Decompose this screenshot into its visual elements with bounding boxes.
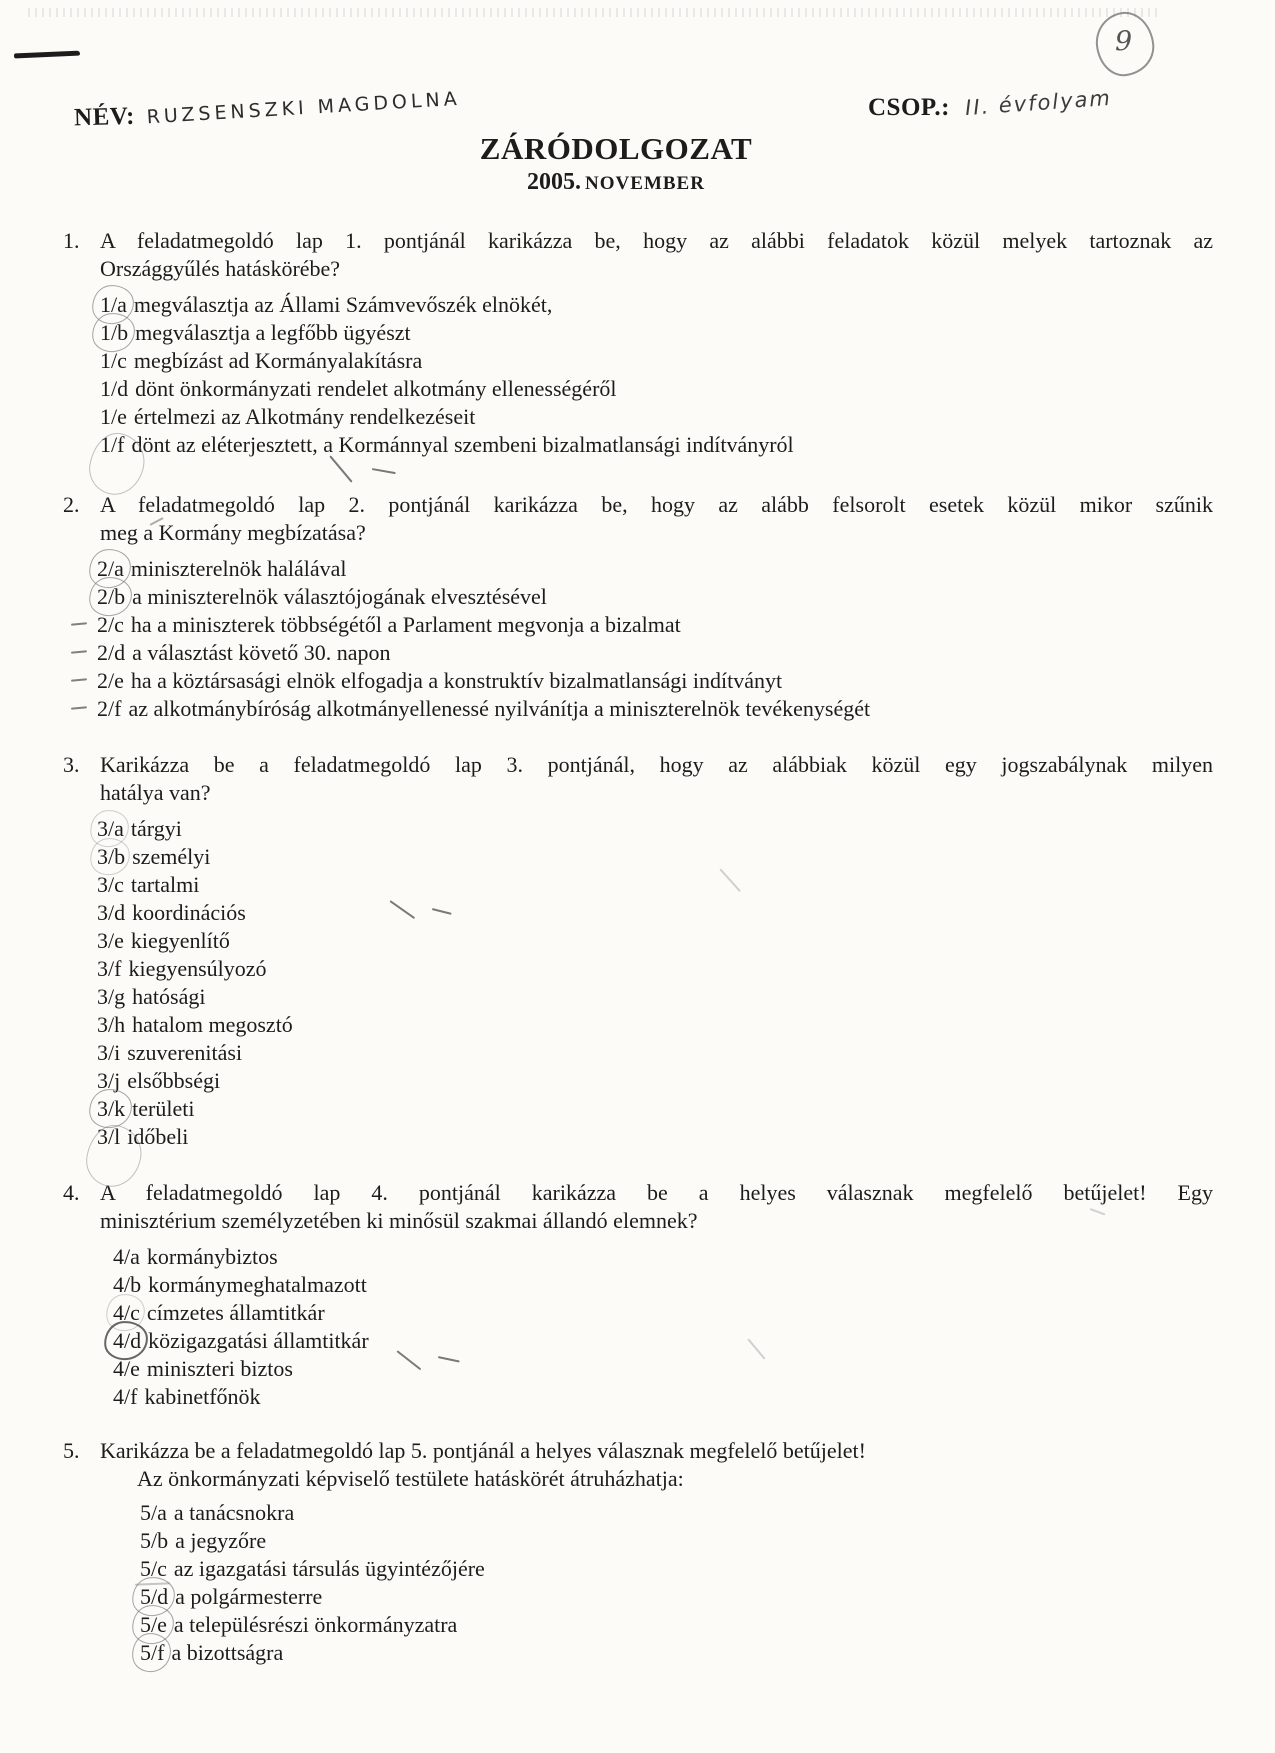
option-5e-text: a településrészi önkormányzatra [173,1612,458,1637]
question-1-options [100,291,1215,459]
option-5d-text: a polgármesterre [175,1584,323,1609]
question-5-number: 5. [63,1438,80,1463]
question-2-options [97,555,1215,723]
option-3d-label: 3/d [97,900,126,925]
option-1a-text: megválasztja az Állami Számvevőszék elnökét, [133,292,553,317]
option-3j-label: 3/j [97,1068,121,1093]
option-4d-label: 4/d [113,1328,142,1353]
option-3i-label: 3/i [97,1040,121,1065]
option-4a [113,1243,1215,1271]
option-1f-text: dönt az eléterjesztett, a Kormánnyal szembeni bizalmatlansági indítványról [131,432,794,457]
option-1a [100,291,1215,319]
group-label: CSOP.: [868,94,950,121]
option-4b-label: 4/b [113,1272,142,1297]
option-2c-label: 2/c [97,612,124,637]
question-2-number: 2. [63,492,80,517]
option-2e-label: 2/e [97,668,124,693]
option-4e [113,1355,1215,1383]
option-3c [97,871,1215,899]
question-4-options [113,1243,1215,1411]
questions-list [63,227,1215,1667]
option-4f-label: 4/f [113,1384,138,1409]
option-4e-label: 4/e [113,1356,140,1381]
option-3b-text: személyi [132,844,211,869]
question-3-line-1: Karikázza be a feladatmegoldó lap 3. pontjánál, hogy az alábbiak közül egy jogszabálynak milyen [100,752,1213,777]
document-date-month: NOVEMBER [585,173,705,194]
group-field [868,85,1113,122]
option-3i-text: szuverenitási [127,1040,243,1065]
question-3-text [100,751,1213,807]
option-5f [140,1639,1215,1667]
option-3l-text: időbeli [127,1124,189,1149]
option-4f-text: kabinetfőnök [144,1384,261,1409]
question-3-number: 3. [63,752,80,777]
option-3h-text: hatalom megosztó [132,1012,293,1037]
question-1-line-1: A feladatmegoldó lap 1. pontjánál karikázza be, hogy az alábbi feladatok közül melyek tartoznak az [100,228,1213,253]
document-date [0,169,1232,196]
question-1 [63,227,1215,459]
title-block [0,131,1232,196]
option-3f-text: kiegyensúlyozó [128,956,267,981]
name-field [73,87,462,133]
option-3d-text: koordinációs [132,900,246,925]
question-5 [63,1437,1215,1667]
option-2a-label: 2/a [97,556,124,581]
option-5c-label: 5/c [140,1556,167,1581]
option-3h-label: 3/h [97,1012,126,1037]
option-3c-label: 3/c [97,872,124,897]
question-4-line-1: A feladatmegoldó lap 4. pontjánál karikázza be a helyes válasznak megfelelő betűjelet! Egy [100,1180,1213,1205]
option-5a-text: a tanácsnokra [173,1500,295,1525]
pen-dash-mark [14,51,80,59]
option-2d-label: 2/d [97,640,126,665]
option-4c-text: címzetes államtitkár [146,1300,325,1325]
question-2-line-2: meg a Kormány megbízatása? [100,520,366,545]
option-3d [97,899,1215,927]
question-2 [63,491,1215,723]
option-4d-text: közigazgatási államtitkár [148,1328,369,1353]
option-3l-label: 3/l [97,1124,121,1149]
option-5a [140,1499,1215,1527]
option-3e-label: 3/e [97,928,124,953]
option-2d [97,639,1215,667]
option-5b-label: 5/b [140,1528,169,1553]
option-4b [113,1271,1215,1299]
page-number: 9 [1115,25,1133,57]
option-2a-text: miniszterelnök halálával [130,556,347,581]
option-1e-text: értelmezi az Alkotmány rendelkezéseit [133,404,476,429]
option-2b [97,583,1215,611]
option-2f [97,695,1215,723]
document-title: ZÁRÓDOLGOZAT [479,131,753,166]
option-3g-label: 3/g [97,984,126,1009]
option-1e [100,403,1215,431]
option-2f-text: az alkotmánybíróság alkotmányellenessé nyilvánítja a miniszterelnök tevékenységét [128,696,871,721]
option-1c-label: 1/c [100,348,127,373]
document-date-year: 2005. [527,169,582,195]
option-1b-label: 1/b [100,320,129,345]
page-number-badge [1093,9,1157,79]
option-1f [100,431,1215,459]
option-2e-text: ha a köztársasági elnök elfogadja a konstruktív bizalmatlansági indítványt [130,668,783,693]
option-5a-label: 5/a [140,1500,167,1525]
option-1b-text: megválasztja a legfőbb ügyészt [135,320,411,345]
question-3-line-2: hatálya van? [100,780,211,805]
option-5d [140,1583,1215,1611]
option-3b-label: 3/b [97,844,126,869]
name-handwritten: RUZSENSZKI MAGDOLNA [145,87,462,129]
option-4f [113,1383,1215,1411]
option-3e [97,927,1215,955]
option-3e-text: kiegyenlítő [130,928,230,953]
option-3g [97,983,1215,1011]
option-1c [100,347,1215,375]
option-1e-label: 1/e [100,404,127,429]
option-3k-text: területi [132,1096,195,1121]
question-4-text [100,1179,1213,1235]
option-5b-text: a jegyzőre [175,1528,267,1553]
question-5-options [140,1499,1215,1667]
name-label: NÉV: [73,102,136,132]
question-1-line-2: Országgyűlés hatáskörébe? [100,256,341,281]
option-5e [140,1611,1215,1639]
option-3k [97,1095,1215,1123]
option-1d-text: dönt önkormányzati rendelet alkotmány ellenességéről [135,376,617,401]
option-3f-label: 3/f [97,956,122,981]
group-handwritten: II. évfolyam [964,85,1113,120]
option-2d-text: a választást követő 30. napon [132,640,391,665]
option-3c-text: tartalmi [130,872,200,897]
option-1c-text: megbízást ad Kormányalakításra [133,348,423,373]
option-2c-text: ha a miniszterek többségétől a Parlament megvonja a bizalmat [130,612,681,637]
question-4-line-2: minisztérium személyzetében ki minősül szakmai állandó elemnek? [100,1208,698,1233]
option-5e-label: 5/e [140,1612,167,1637]
option-3g-text: hatósági [132,984,206,1009]
option-3j [97,1067,1215,1095]
option-3i [97,1039,1215,1067]
option-5f-text: a bizottságra [171,1640,284,1665]
question-5-line-1: Karikázza be a feladatmegoldó lap 5. pontjánál a helyes válasznak megfelelő betűjelet! [100,1438,866,1463]
option-2f-label: 2/f [97,696,122,721]
option-5c-text: az igazgatási társulás ügyintézőjére [173,1556,485,1581]
option-3l [97,1123,1215,1151]
option-1f-label: 1/f [100,432,125,457]
question-4-number: 4. [63,1180,80,1205]
option-4a-text: kormánybiztos [146,1244,278,1269]
option-3f [97,955,1215,983]
option-3a [97,815,1215,843]
option-3b [97,843,1215,871]
option-1b [100,319,1215,347]
option-2a [97,555,1215,583]
option-1d [100,375,1215,403]
option-4c [113,1299,1215,1327]
option-1a-label: 1/a [100,292,127,317]
question-4 [63,1179,1215,1411]
option-2c [97,611,1215,639]
option-3k-label: 3/k [97,1096,126,1121]
option-3h [97,1011,1215,1039]
option-4e-text: miniszteri biztos [146,1356,293,1381]
question-1-text [100,227,1213,283]
question-2-text [100,491,1213,547]
question-3-options [97,815,1215,1151]
question-5-intro: Az önkormányzati képviselő testülete hatáskörét átruházhatja: [137,1466,684,1491]
question-5-text [100,1437,1213,1465]
scan-noise-line [28,8,1158,17]
option-5b [140,1527,1215,1555]
question-1-number: 1. [63,228,80,253]
option-5c [140,1555,1215,1583]
option-3a-text: tárgyi [130,816,182,841]
option-2b-text: a miniszterelnök választójogának elvesztésével [132,584,547,609]
option-4d [113,1327,1215,1355]
option-3j-text: elsőbbségi [127,1068,221,1093]
question-3 [63,751,1215,1151]
option-4a-label: 4/a [113,1244,140,1269]
option-3a-label: 3/a [97,816,124,841]
option-1d-label: 1/d [100,376,129,401]
question-2-line-1: A feladatmegoldó lap 2. pontjánál karikázza be, hogy az alább felsorolt esetek közül mikor szűnik [100,492,1213,517]
option-2b-label: 2/b [97,584,126,609]
option-4c-label: 4/c [113,1300,140,1325]
option-5d-label: 5/d [140,1584,169,1609]
option-2e [97,667,1215,695]
option-4b-text: kormánymeghatalmazott [148,1272,367,1297]
option-5f-label: 5/f [140,1640,165,1665]
